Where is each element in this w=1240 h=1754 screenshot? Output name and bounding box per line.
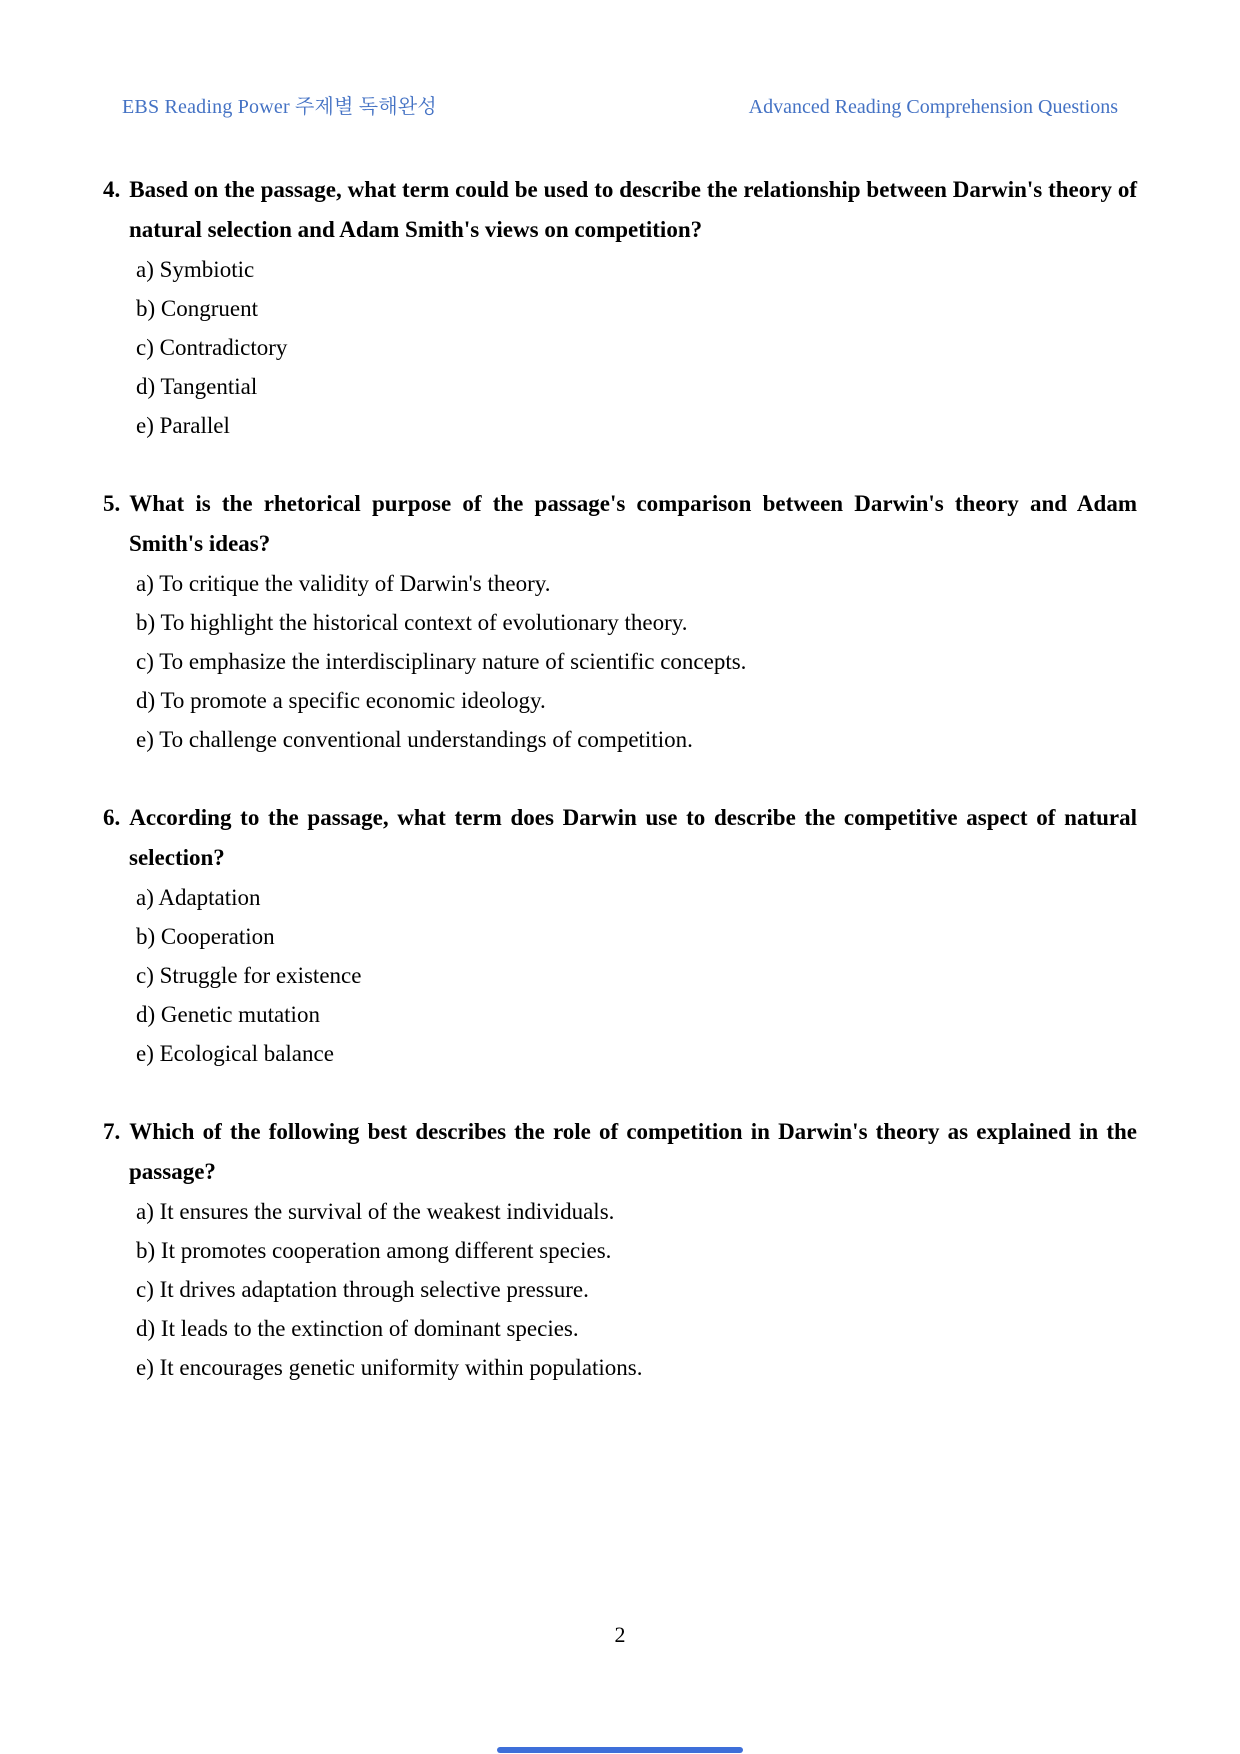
option-b: b) Congruent — [136, 296, 259, 321]
option-c: c) To emphasize the interdisciplinary nature of scientific concepts. — [136, 649, 747, 674]
page-number: 2 — [614, 1622, 626, 1647]
header-right-title: Advanced Reading Comprehension Questions — [748, 96, 1118, 118]
question-text — [103, 170, 1137, 250]
question-7 — [103, 1112, 1137, 1387]
footer-indicator-bar — [497, 1747, 743, 1753]
question-text — [103, 798, 1137, 878]
options-list — [103, 1192, 1137, 1387]
option-e: e) Ecological balance — [136, 1041, 334, 1066]
question-6 — [103, 798, 1137, 1073]
option-a: a) Adaptation — [136, 885, 261, 910]
question-text — [103, 1112, 1137, 1192]
option-c: c) It drives adaptation through selective pressure. — [136, 1277, 589, 1302]
options-list — [103, 250, 1137, 445]
option-e: e) Parallel — [136, 413, 230, 438]
page-header — [103, 96, 1137, 118]
option-e: e) It encourages genetic uniformity within populations. — [136, 1355, 643, 1380]
option-b: b) It promotes cooperation among different species. — [136, 1238, 612, 1263]
option-e: e) To challenge conventional understandings of competition. — [136, 727, 693, 752]
question-text — [103, 484, 1137, 564]
question-stem: Which of the following best describes the role of competition in Darwin's theory as explained in the passage? — [129, 1119, 1137, 1184]
option-a: a) Symbiotic — [136, 257, 255, 282]
option-a: a) It ensures the survival of the weakest individuals. — [136, 1199, 615, 1224]
question-stem: What is the rhetorical purpose of the passage's comparison between Darwin's theory and Adam Smith's ideas? — [129, 491, 1137, 556]
question-number: 5. — [103, 491, 121, 516]
question-5 — [103, 484, 1137, 759]
question-stem: Based on the passage, what term could be used to describe the relationship between Darwin's theory of natural selection and Adam Smith's views on competition? — [129, 177, 1137, 242]
question-number: 4. — [103, 177, 121, 202]
option-a: a) To critique the validity of Darwin's theory. — [136, 571, 551, 596]
question-4 — [103, 170, 1137, 445]
header-left-title: EBS Reading Power 주제별 독해완성 — [122, 96, 437, 118]
question-number: 7. — [103, 1119, 121, 1144]
question-stem: According to the passage, what term does Darwin use to describe the competitive aspect of natural selection? — [129, 805, 1137, 870]
option-b: b) Cooperation — [136, 924, 275, 949]
question-number: 6. — [103, 805, 121, 830]
option-d: d) To promote a specific economic ideology. — [136, 688, 546, 713]
options-list — [103, 878, 1137, 1073]
option-d: d) It leads to the extinction of dominant species. — [136, 1316, 579, 1341]
option-c: c) Struggle for existence — [136, 963, 362, 988]
option-b: b) To highlight the historical context of evolutionary theory. — [136, 610, 688, 635]
option-d: d) Tangential — [136, 374, 258, 399]
option-c: c) Contradictory — [136, 335, 288, 360]
options-list — [103, 564, 1137, 759]
option-d: d) Genetic mutation — [136, 1002, 320, 1027]
questions-section — [103, 170, 1137, 1387]
